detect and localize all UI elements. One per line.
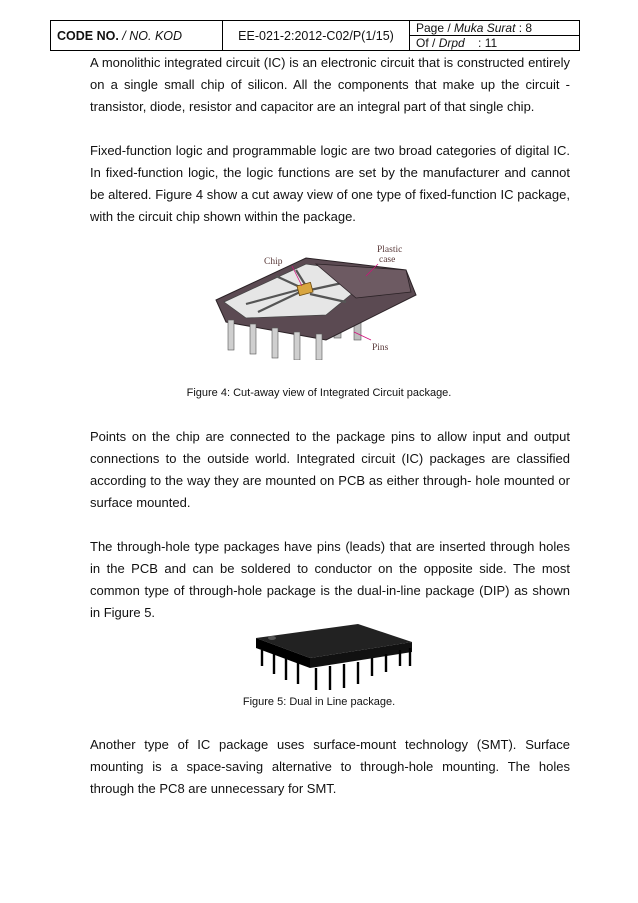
label-plastic: Plastic bbox=[377, 245, 403, 255]
paragraph-1: A monolithic integrated circuit (IC) is an electronic circuit that is constructed entirely on a single small chip of silicon. All the components that make up the circuit - transistor, diode, resistor and capacitor are an integral part of that single chip. bbox=[90, 55, 570, 114]
of-value: : 11 bbox=[478, 36, 498, 50]
page-label-alt: Muka Surat bbox=[454, 21, 516, 35]
code-label-alt: / NO. KOD bbox=[122, 28, 183, 43]
label-case: case bbox=[379, 255, 396, 265]
page-info-cell bbox=[410, 21, 579, 50]
code-value-cell bbox=[223, 21, 410, 50]
code-label-cell bbox=[51, 21, 223, 50]
page-row bbox=[410, 21, 579, 35]
of-row bbox=[410, 35, 579, 50]
of-label-alt: Drpd bbox=[438, 36, 465, 50]
paragraph-5: Another type of IC package uses surface-mount technology (SMT). Surface mounting is a space-saving alternative to through-hole mounting. The holes through the PC8 are unnecessary for SMT. bbox=[90, 737, 570, 796]
of-label: Of / bbox=[416, 36, 436, 50]
page-value: : 8 bbox=[518, 21, 533, 35]
figure-5-caption: Figure 5: Dual in Line package. bbox=[242, 696, 396, 708]
code-value: EE-021-2:2012-C02/P(1/15) bbox=[238, 28, 394, 43]
label-chip: Chip bbox=[264, 257, 283, 267]
dip-package-image bbox=[250, 620, 420, 695]
paragraph-2: Fixed-function logic and programmable logic are two broad categories of digital IC. In fixed-function logic, the logic functions are set by the manufacturer and cannot be altered. Figure 4 show a cut away view of one type of fixed-function IC package, with the circuit chip shown within the package. bbox=[90, 143, 570, 224]
code-label: CODE NO. bbox=[57, 28, 119, 43]
page-label: Page / bbox=[416, 21, 451, 35]
figure-4-caption: Figure 4: Cut-away view of Integrated Circuit package. bbox=[186, 387, 452, 399]
document-header bbox=[50, 20, 580, 51]
paragraph-3: Points on the chip are connected to the package pins to allow input and output connections to the outside world. Integrated circuit (IC) packages are classified according to the way they are mounted on PCB as either through- hole mounted or surface mounted. bbox=[90, 429, 570, 510]
label-pins: Pins bbox=[372, 343, 389, 353]
paragraph-4: The through-hole type packages have pins (leads) that are inserted through holes in the PCB and can be soldered to conductor on the opposite side. The most common type of through-hole package is the dual-in-line package (DIP) as shown in Figure 5. bbox=[90, 539, 570, 620]
ic-cutaway-image bbox=[206, 240, 426, 360]
